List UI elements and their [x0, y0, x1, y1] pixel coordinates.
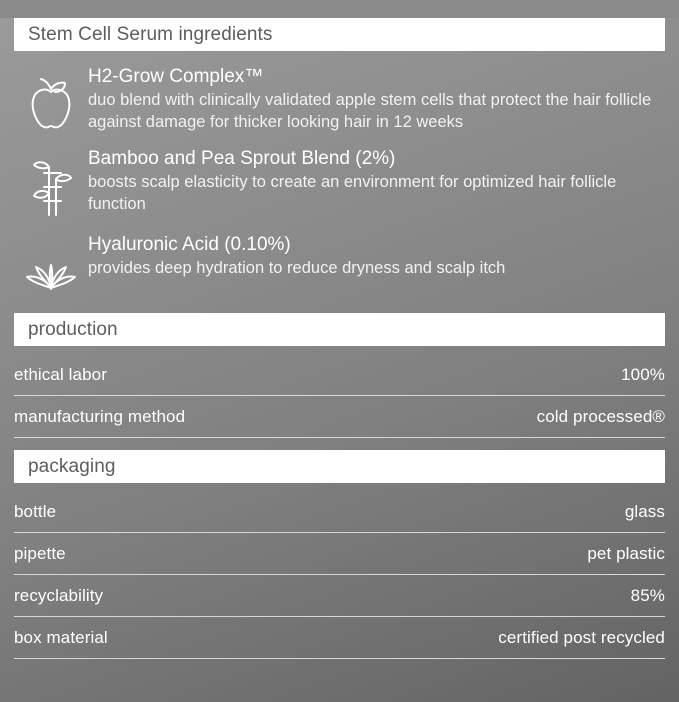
production-section-header — [14, 313, 665, 346]
row-label: ethical labor — [14, 364, 107, 384]
row-value: certified post recycled — [498, 627, 665, 647]
product-spec-panel — [0, 18, 679, 702]
table-row — [14, 575, 665, 617]
ingredient-text — [88, 65, 665, 133]
ingredients-section-header — [14, 18, 665, 51]
table-row — [14, 491, 665, 533]
aloe-leaf-icon — [14, 233, 88, 293]
ingredient-text — [88, 147, 665, 215]
row-label: recyclability — [14, 585, 104, 605]
apple-icon — [14, 65, 88, 131]
ingredients-list — [0, 51, 679, 313]
row-label: bottle — [14, 501, 57, 521]
ingredient-text — [88, 233, 665, 280]
row-value: glass — [624, 501, 665, 521]
ingredient-name: Hyaluronic Acid (0.10%) — [88, 234, 291, 255]
row-label: pipette — [14, 543, 66, 563]
ingredients-header-label: Stem Cell Serum ingredients — [28, 23, 273, 45]
row-value: cold processed® — [536, 406, 665, 426]
table-row — [14, 533, 665, 575]
production-rows — [0, 346, 679, 438]
bamboo-sprout-icon — [14, 147, 88, 219]
ingredient-description: provides deep hydration to reduce dryness and scalp itch — [88, 259, 506, 277]
ingredient-name: Bamboo and Pea Sprout Blend (2%) — [88, 148, 396, 169]
ingredient-description: boosts scalp elasticity to create an environment for optimized hair follicle function — [88, 173, 617, 213]
production-header-label: production — [28, 318, 118, 340]
row-label: manufacturing method — [14, 406, 186, 426]
packaging-header-label: packaging — [28, 455, 116, 477]
ingredient-item — [14, 65, 665, 133]
ingredient-item — [14, 147, 665, 219]
packaging-rows — [0, 483, 679, 659]
table-row — [14, 617, 665, 659]
row-value: 85% — [630, 585, 665, 605]
row-value: 100% — [621, 364, 665, 384]
table-row — [14, 396, 665, 438]
ingredient-item — [14, 233, 665, 293]
ingredient-description: duo blend with clinically validated apple stem cells that protect the hair follicle against damage for thicker looking hair in 12 weeks — [88, 91, 652, 131]
ingredient-name: H2-Grow Complex™ — [88, 66, 264, 87]
packaging-section-header — [14, 450, 665, 483]
table-row — [14, 354, 665, 396]
row-value: pet plastic — [587, 543, 665, 563]
row-label: box material — [14, 627, 108, 647]
